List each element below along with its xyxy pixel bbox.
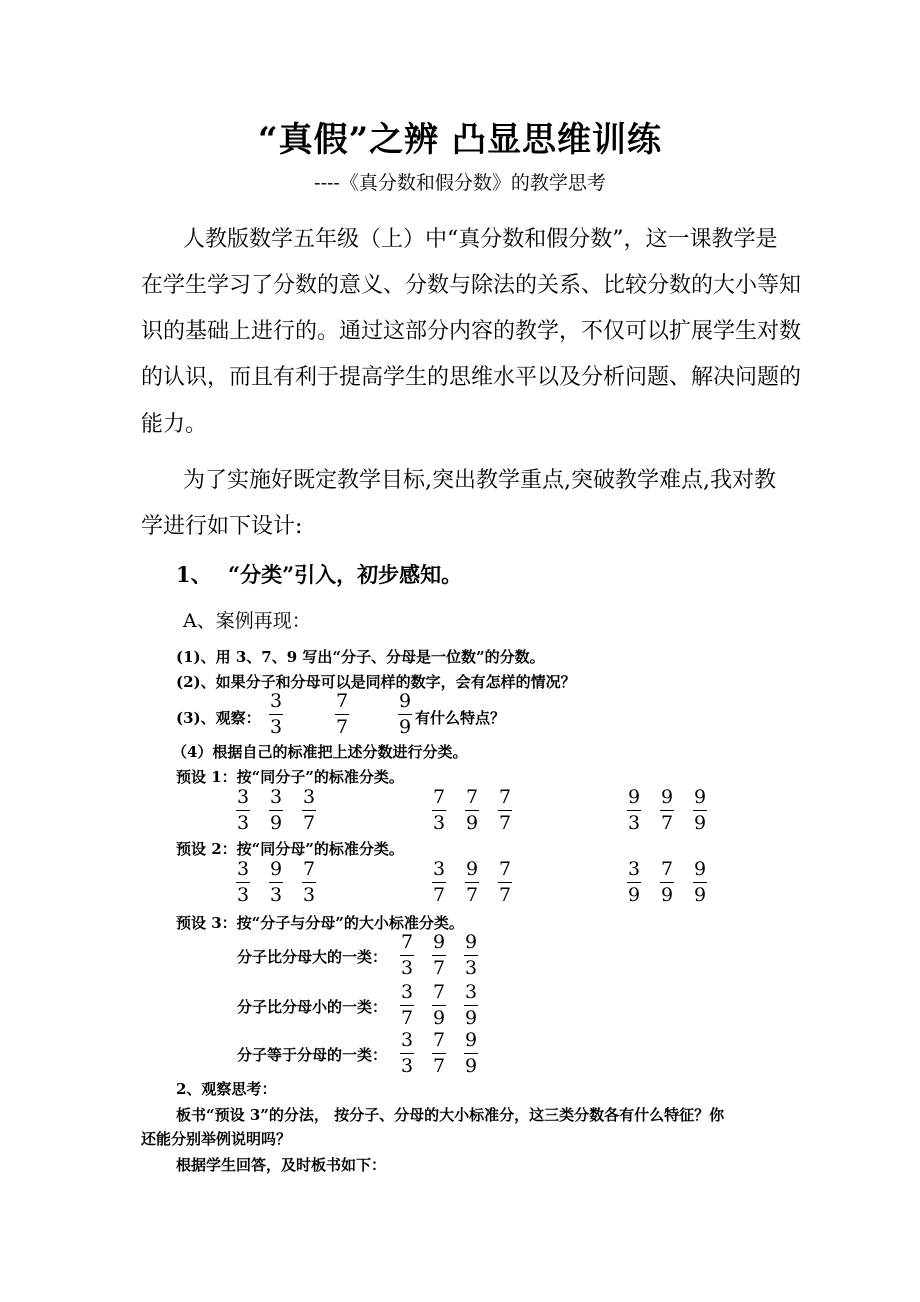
fraction-bar	[269, 882, 283, 883]
preset1-fraction	[464, 787, 480, 834]
step-1: (1)、用 3、7、9 写出“分子、分母是一位数”的分数。	[176, 648, 545, 666]
intro-line-4: 的认识，而且有利于提高学生的思维水平以及分析问题、解决问题的	[141, 365, 802, 390]
fraction-bar	[693, 810, 707, 811]
intro-line-5: 能力。	[141, 412, 208, 437]
fraction-bar	[432, 882, 446, 883]
fraction-bar	[302, 810, 316, 811]
preset1-fraction	[431, 787, 447, 834]
numerator: 3	[302, 786, 316, 808]
numerator: 3	[464, 981, 478, 1003]
numerator: 9	[465, 858, 479, 880]
numerator: 7	[498, 858, 512, 880]
denominator: 7	[432, 957, 446, 979]
section2-heading: 2、观察思考：	[176, 1080, 277, 1098]
numerator: 9	[269, 858, 283, 880]
numerator: 3	[269, 786, 283, 808]
preset2-label: 预设 2：按“同分母”的标准分类。	[176, 840, 404, 858]
numerator: 7	[432, 786, 446, 808]
preset3-row-label: 分子比分母大的一类：	[237, 948, 388, 966]
preset2-fraction	[235, 859, 251, 906]
denominator: 3	[236, 884, 250, 906]
preset2-fraction	[464, 859, 480, 906]
fraction-bar	[464, 1053, 478, 1054]
step-3-suffix: 有什么特点？	[415, 709, 506, 727]
preset1-fraction	[626, 787, 642, 834]
preset2-fraction	[268, 859, 284, 906]
page-title: “真假”之辨 凸显思维训练	[258, 120, 662, 160]
denominator: 7	[465, 884, 479, 906]
step-2: (2)、如果分子和分母可以是同样的数字，会有怎样的情况？	[176, 673, 576, 691]
fraction-bar	[236, 882, 250, 883]
fraction-bar	[432, 955, 446, 956]
fraction-bar	[498, 810, 512, 811]
fraction-bar	[236, 810, 250, 811]
fraction-bar	[498, 882, 512, 883]
denominator: 7	[432, 884, 446, 906]
fraction-bar	[400, 1053, 414, 1054]
step-3-label: (3)、观察：	[176, 709, 261, 727]
preset3-fraction	[431, 982, 447, 1029]
numerator: 7	[432, 981, 446, 1003]
preset3-fraction	[463, 1030, 479, 1077]
numerator: 7	[432, 1029, 446, 1051]
denominator: 3	[302, 884, 316, 906]
denominator: 7	[498, 884, 512, 906]
numerator: 9	[464, 1029, 478, 1051]
preset1-fraction	[301, 787, 317, 834]
step-4: （4）根据自己的标准把上述分数进行分类。	[172, 743, 468, 761]
preset3-row-label: 分子等于分母的一类：	[237, 1046, 388, 1064]
preset1-fraction	[235, 787, 251, 834]
fraction-bar	[465, 882, 479, 883]
preset2-fraction	[497, 859, 513, 906]
denominator: 3	[400, 957, 414, 979]
denominator: 9	[465, 812, 479, 834]
section1-title: “分类”引入，初步感知。	[228, 562, 463, 587]
denominator: 7	[660, 812, 674, 834]
denominator: 7	[302, 812, 316, 834]
preset3-label: 预设 3：按“分子与分母”的大小标准分类。	[176, 914, 464, 932]
intro-line-2: 在学生学习了分数的意义、分数与除法的关系、比较分数的大小等知	[141, 273, 802, 298]
preset3-fraction	[399, 1030, 415, 1077]
section2-line-3: 根据学生回答，及时板书如下：	[176, 1156, 387, 1174]
denominator: 9	[693, 884, 707, 906]
preset3-fraction	[399, 932, 415, 979]
preset2-fraction	[301, 859, 317, 906]
denominator: 3	[464, 957, 478, 979]
fraction-7-7: 7 7	[335, 690, 349, 738]
fraction-bar	[400, 1005, 414, 1006]
preset3-fraction	[431, 1030, 447, 1077]
page-subtitle: ----《真分数和假分数》的教学思考	[314, 172, 606, 194]
fraction-3-3: 3 3	[269, 690, 283, 738]
denominator: 9	[627, 884, 641, 906]
preset3-row-label: 分子比分母小的一类：	[237, 998, 388, 1016]
denominator: 9	[660, 884, 674, 906]
fraction-bar	[400, 955, 414, 956]
numerator: 9	[464, 931, 478, 953]
denominator: 9	[464, 1055, 478, 1077]
fraction-bar	[464, 1005, 478, 1006]
fraction-bar	[660, 810, 674, 811]
denominator: 3	[236, 812, 250, 834]
fraction-bar	[302, 882, 316, 883]
preset2-fraction	[692, 859, 708, 906]
numerator: 7	[465, 786, 479, 808]
preset3-fraction	[399, 982, 415, 1029]
denominator: 3	[400, 1055, 414, 1077]
numerator: 9	[693, 786, 707, 808]
denominator: 7	[498, 812, 512, 834]
preset1-fraction	[497, 787, 513, 834]
fraction-bar	[432, 810, 446, 811]
numerator: 3	[400, 981, 414, 1003]
numerator: 7	[302, 858, 316, 880]
denominator: 9	[432, 1007, 446, 1029]
denominator: 3	[269, 884, 283, 906]
fraction-bar	[432, 1053, 446, 1054]
numerator: 3	[432, 858, 446, 880]
numerator: 9	[693, 858, 707, 880]
preset2-fraction	[659, 859, 675, 906]
fraction-bar	[465, 810, 479, 811]
numerator: 9	[660, 786, 674, 808]
preset1-label: 预设 1：按“同分子”的标准分类。	[176, 768, 404, 786]
fraction-bar	[660, 882, 674, 883]
case-heading: A、案例再现：	[183, 610, 311, 632]
fraction-bar	[627, 810, 641, 811]
preset1-fraction	[659, 787, 675, 834]
numerator: 3	[236, 858, 250, 880]
fraction-bar	[464, 955, 478, 956]
numerator: 9	[627, 786, 641, 808]
fraction-bar	[432, 1005, 446, 1006]
numerator: 3	[400, 1029, 414, 1051]
denominator: 3	[432, 812, 446, 834]
fraction-bar	[627, 882, 641, 883]
numerator: 3	[627, 858, 641, 880]
denominator: 9	[269, 812, 283, 834]
section2-line-1: 板书“预设 3”的分法， 按分子、分母的大小标准分，这三类分数各有什么特征？你	[176, 1106, 725, 1124]
intro-line-3: 识的基础上进行的。通过这部分内容的教学，不仅可以扩展学生对数	[141, 319, 802, 344]
fraction-bar	[693, 882, 707, 883]
numerator: 9	[432, 931, 446, 953]
preset1-fraction	[268, 787, 284, 834]
denominator: 7	[432, 1055, 446, 1077]
denominator: 3	[627, 812, 641, 834]
preset2-fraction	[431, 859, 447, 906]
preset2-fraction	[626, 859, 642, 906]
intro-line-1: 人教版数学五年级（上）中“真分数和假分数”，这一课教学是	[183, 227, 778, 252]
numerator: 7	[400, 931, 414, 953]
design-line-1: 为了实施好既定教学目标,突出教学重点,突破教学难点,我对教	[183, 468, 776, 493]
fraction-9-9: 9 9	[398, 690, 412, 738]
preset3-fraction	[463, 932, 479, 979]
section1-number: 1、	[176, 562, 212, 587]
numerator: 7	[660, 858, 674, 880]
preset3-fraction	[431, 932, 447, 979]
numerator: 7	[498, 786, 512, 808]
preset1-fraction	[692, 787, 708, 834]
denominator: 9	[693, 812, 707, 834]
section2-line-2: 还能分别举例说明吗？	[141, 1130, 292, 1148]
denominator: 7	[400, 1007, 414, 1029]
numerator: 3	[236, 786, 250, 808]
preset3-fraction	[463, 982, 479, 1029]
fraction-bar	[269, 810, 283, 811]
denominator: 9	[464, 1007, 478, 1029]
design-line-2: 学进行如下设计:	[141, 514, 303, 539]
